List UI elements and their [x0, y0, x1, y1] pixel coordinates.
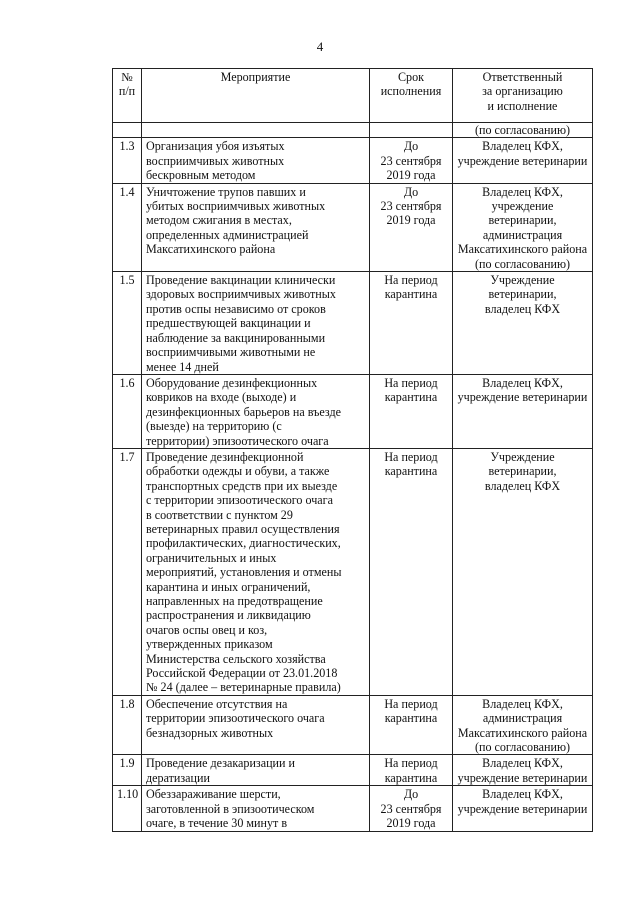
row-term-line: До [403, 184, 419, 199]
row-event-line: утвержденных приказом [146, 637, 273, 652]
row-responsible-line: владелец КФХ [484, 478, 561, 493]
row-event-line: очаге, в течение 30 минут в [146, 816, 288, 831]
header-num [113, 69, 142, 123]
row-event-line: Проведение вакцинации клинически [146, 273, 336, 288]
row-event-line: менее 14 дней [146, 359, 219, 374]
row-responsible-line: Владелец КФХ, [482, 696, 563, 711]
row-responsible-line: Владелец КФХ, [482, 787, 563, 802]
row-responsible-line: Учреждение [490, 449, 555, 464]
table-header-row [113, 69, 593, 123]
table-row [113, 695, 593, 755]
row-term-line: 2019 года [386, 168, 436, 183]
row-event-line: ветеринарных правил осуществления [146, 521, 340, 536]
row-event-line: территории) эпизоотического очага [146, 433, 329, 448]
row-event-line: № 24 (далее – ветеринарные правила) [146, 680, 341, 695]
row-number: 1.6 [113, 374, 142, 448]
row-event-line: распространения и ликвидацию [146, 608, 311, 623]
row-event [142, 374, 370, 448]
row-event [142, 272, 370, 375]
table-row [113, 272, 593, 375]
row-responsible-line: владелец КФХ [484, 301, 561, 316]
row-responsible [453, 272, 593, 375]
row-event-line: ковриков на входе (выходе) и [146, 390, 297, 405]
row-event-line: предшествующей вакцинации и [146, 316, 311, 331]
row-term-line: До [403, 787, 419, 802]
row-responsible-line: ветеринарии, [488, 464, 557, 479]
row-responsible [453, 786, 593, 831]
row-responsible [453, 695, 593, 755]
header-term [370, 69, 453, 123]
row-term-line: На период [384, 449, 438, 464]
row-responsible [453, 183, 593, 271]
row-number: 1.9 [113, 755, 142, 786]
header-term-line: исполнения [380, 84, 442, 99]
row-responsible [453, 374, 593, 448]
row-responsible-line: учреждение [491, 199, 554, 214]
row-event-line: обработки одежды и обуви, а также [146, 464, 330, 479]
row-event [142, 695, 370, 755]
row-term-line: 23 сентября [380, 199, 442, 214]
row-event [142, 786, 370, 831]
row-responsible-line: Максатихинского района [457, 725, 588, 740]
row-number: 1.8 [113, 695, 142, 755]
carryover-empty [370, 123, 453, 138]
row-term-line: На период [384, 696, 438, 711]
row-number: 1.10 [113, 786, 142, 831]
row-event-line: Проведение дезакаризации и [146, 756, 295, 771]
row-term-line: 2019 года [386, 213, 436, 228]
row-responsible-line: Владелец КФХ, [482, 184, 563, 199]
row-event [142, 138, 370, 183]
row-event-line: профилактических, диагностических, [146, 536, 341, 551]
row-event-line: определенных администрацией [146, 227, 309, 242]
header-event: Мероприятие [142, 69, 370, 123]
header-responsible [453, 69, 593, 123]
row-event-line: (выезде) на территорию (с [146, 419, 282, 434]
row-term-line: На период [384, 273, 438, 288]
carryover-text: (по согласованию) [453, 123, 593, 138]
header-term-line: Срок [397, 70, 425, 84]
table-row [113, 448, 593, 695]
row-term [370, 695, 453, 755]
row-term-line: карантина [384, 390, 438, 405]
row-event-line: здоровых восприимчивых животных [146, 287, 336, 302]
row-term [370, 183, 453, 271]
row-responsible [453, 138, 593, 183]
table-row [113, 755, 593, 786]
row-responsible-line: учреждение ветеринарии [457, 153, 588, 168]
row-responsible-line: Владелец КФХ, [482, 756, 563, 771]
header-num-line: № [121, 70, 133, 84]
row-term-line: До [403, 139, 419, 154]
header-responsible-line: и исполнение [487, 98, 558, 113]
row-term [370, 272, 453, 375]
row-event-line: дезинфекционных барьеров на въезде [146, 404, 341, 419]
row-term-line: карантина [384, 464, 438, 479]
row-term [370, 138, 453, 183]
row-responsible-line: Владелец КФХ, [482, 375, 563, 390]
row-event-line: в соответствии с пунктом 29 [146, 507, 293, 522]
row-event-line: Министерства сельского хозяйства [146, 651, 326, 666]
row-event-line: заготовленной в эпизоотическом [146, 801, 315, 816]
row-term [370, 786, 453, 831]
header-num-line: п/п [118, 84, 136, 99]
row-event-line: направленных на предотвращение [146, 594, 323, 608]
row-number: 1.3 [113, 138, 142, 183]
row-term-line: 23 сентября [380, 153, 442, 168]
row-responsible-line: учреждение ветеринарии [457, 390, 588, 405]
row-responsible-line: учреждение ветеринарии [457, 770, 588, 785]
row-responsible [453, 448, 593, 695]
row-event-line: методом сжигания в местах, [146, 213, 292, 228]
row-responsible-line: (по согласованию) [474, 740, 571, 755]
carryover-row [113, 123, 593, 138]
row-responsible-line: ветеринарии, [488, 213, 557, 228]
row-event-line: территории эпизоотического очага [146, 711, 325, 726]
row-event-line: Организация убоя изъятых [146, 139, 285, 154]
carryover-empty [142, 123, 370, 138]
row-event-line: Проведение дезинфекционной [146, 449, 304, 464]
row-term-line: карантина [384, 287, 438, 302]
row-term [370, 448, 453, 695]
row-term-line: На период [384, 375, 438, 390]
row-number: 1.7 [113, 448, 142, 695]
row-responsible-line: ветеринарии, [488, 287, 557, 302]
row-event-line: Обеспечение отсутствия на [146, 696, 288, 711]
row-responsible-line: Максатихинского района [457, 242, 588, 257]
row-event [142, 755, 370, 786]
row-event-line: против оспы независимо от сроков [146, 301, 326, 316]
row-term-line: На период [384, 756, 438, 771]
row-event-line: восприимчивыми животными не [146, 345, 316, 360]
row-event-line: Уничтожение трупов павших и [146, 184, 306, 199]
row-number: 1.4 [113, 183, 142, 271]
row-event-line: дератизации [146, 770, 210, 785]
row-event-line: убитых восприимчивых животных [146, 199, 326, 214]
row-responsible-line: (по согласованию) [474, 256, 571, 271]
table-row [113, 374, 593, 448]
table-row [113, 183, 593, 271]
row-responsible-line: Владелец КФХ, [482, 139, 563, 154]
row-term [370, 755, 453, 786]
row-event-line: наблюдение за вакцинированными [146, 330, 326, 345]
row-term-line: 23 сентября [380, 801, 442, 816]
row-responsible-line: Учреждение [490, 273, 555, 288]
row-event-line: транспортных средств при их выезде [146, 478, 338, 493]
row-event [142, 183, 370, 271]
row-event-line: Оборудование дезинфекционных [146, 375, 318, 390]
table-body [113, 138, 593, 831]
header-responsible-line: за организацию [482, 84, 563, 99]
measures-table [112, 68, 593, 832]
row-event-line: мероприятий, установления и отмены [146, 565, 342, 580]
header-responsible-line: Ответственный [482, 70, 563, 84]
row-responsible-line: администрация [482, 711, 563, 726]
row-term [370, 374, 453, 448]
carryover-empty [113, 123, 142, 138]
row-responsible [453, 755, 593, 786]
row-event-line: безнадзорных животных [146, 725, 274, 740]
row-event-line: с территории эпизоотического очага [146, 493, 333, 508]
page-number: 4 [316, 39, 324, 54]
row-event-line: бескровным методом [146, 168, 256, 183]
row-number: 1.5 [113, 272, 142, 375]
row-event-line: карантина и иных ограничений, [146, 579, 311, 594]
table-row [113, 138, 593, 183]
row-event-line: Максатихинского района [146, 242, 276, 257]
row-responsible-line: учреждение ветеринарии [457, 801, 588, 816]
row-term-line: карантина [384, 770, 438, 785]
row-event-line: ограничительных и иных [146, 550, 277, 565]
row-event-line: Обеззараживание шерсти, [146, 787, 281, 802]
row-responsible-line: администрация [482, 227, 563, 242]
row-term-line: 2019 года [386, 816, 436, 831]
row-event-line: Российской Федерации от 23.01.2018 [146, 666, 338, 681]
row-event-line: очагов оспы овец и коз, [146, 622, 268, 637]
row-event [142, 448, 370, 695]
row-term-line: карантина [384, 711, 438, 726]
row-event-line: восприимчивых животных [146, 153, 285, 168]
table-row [113, 786, 593, 831]
